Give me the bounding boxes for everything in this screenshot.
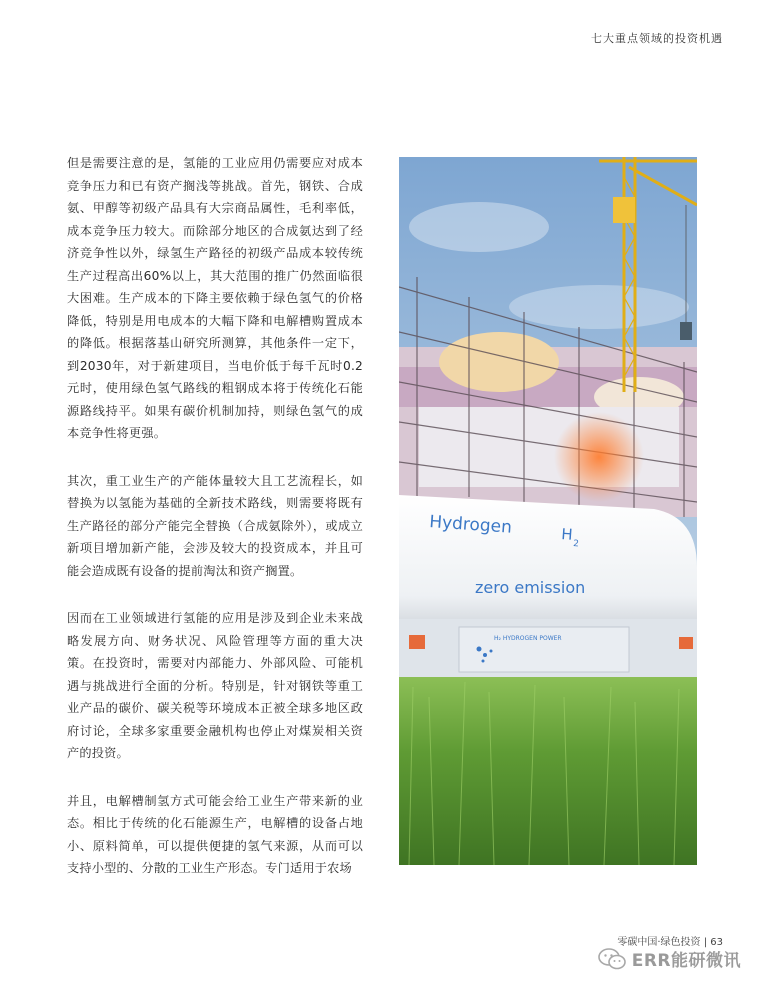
- paragraph-2: 其次，重工业生产的产能体量较大且工艺流程长，如替换为以氢能为基础的全新技术路线，则需要将既有生产路径的部分产能完全替换（合成氨除外），或成立新项目增加新产能，会涉及较大的投资成本，并且可能会造成既有设备的提前淘汰和资产搁置。: [67, 473, 363, 578]
- tank-h2-subscript: 2: [572, 539, 580, 550]
- tank-zero-emission-label: zero emission: [475, 578, 586, 597]
- article-column: [67, 152, 363, 905]
- watermark-text: ERR能研微讯: [631, 951, 741, 971]
- paragraph-4: 并且，电解槽制氢方式可能会给工业生产带来新的业态。相比于传统的化石能源生产，电解槽的设备占地小、原料简单，可以提供便捷的氢气来源，从而可以支持小型的、分散的工业生产形态。专门适用于农场: [67, 793, 363, 875]
- watermark: [598, 946, 741, 971]
- paragraph-3: 因而在工业领域进行氢能的应用是涉及到企业未来战略发展方向、财务状况、风险管理等方面的重大决策。在投资时，需要对内部能力、外部风险、可能机遇与挑战进行全面的分析。特别是，针对钢铁等重工业产品的碳价、碳关税等环境成本正被全球多地区政府讨论，全球多家重要金融机构也停止对煤炭相关资产的投资。: [67, 611, 363, 760]
- section-title: 七大重点领域的投资机遇: [591, 32, 723, 45]
- page-footer: 零碳中国·绿色投资 | 63: [617, 937, 723, 948]
- hydrogen-tank-photo: [399, 157, 697, 865]
- tank-hydrogen-label: Hydrogen: [428, 512, 513, 538]
- paragraph-1: 但是需要注意的是，氢能的工业应用仍需要应对成本竞争压力和已有资产搁浅等挑战。首先，钢铁、合成氨、甲醇等初级产品具有大宗商品属性，毛利率低，成本竞争压力较大。而除部分地区的合成氨达到了经济竞争性以外，绿氢生产路径的初级产品成本较传统生产过程高出60%以上，其大范围的推广仍然面临很大困难。生产成本的下降主要依赖于绿色氢气的价格降低，特别是用电成本的大幅下降和电解槽购置成本的降低。根据落基山研究所测算，其他条件一定下，到2030年，对于新建项目，当电价低于每千瓦时0.2元时，使用绿色氢气路线的粗钢成本将于传统化石能源路线持平。如果有碳价机制加持，则绿色氢气的成本竞争性将更强。: [67, 156, 363, 440]
- wechat-icon: [598, 948, 626, 970]
- tank-brand-label: H₂ HYDROGEN POWER: [494, 635, 562, 642]
- tank-h2-label: H: [560, 525, 574, 544]
